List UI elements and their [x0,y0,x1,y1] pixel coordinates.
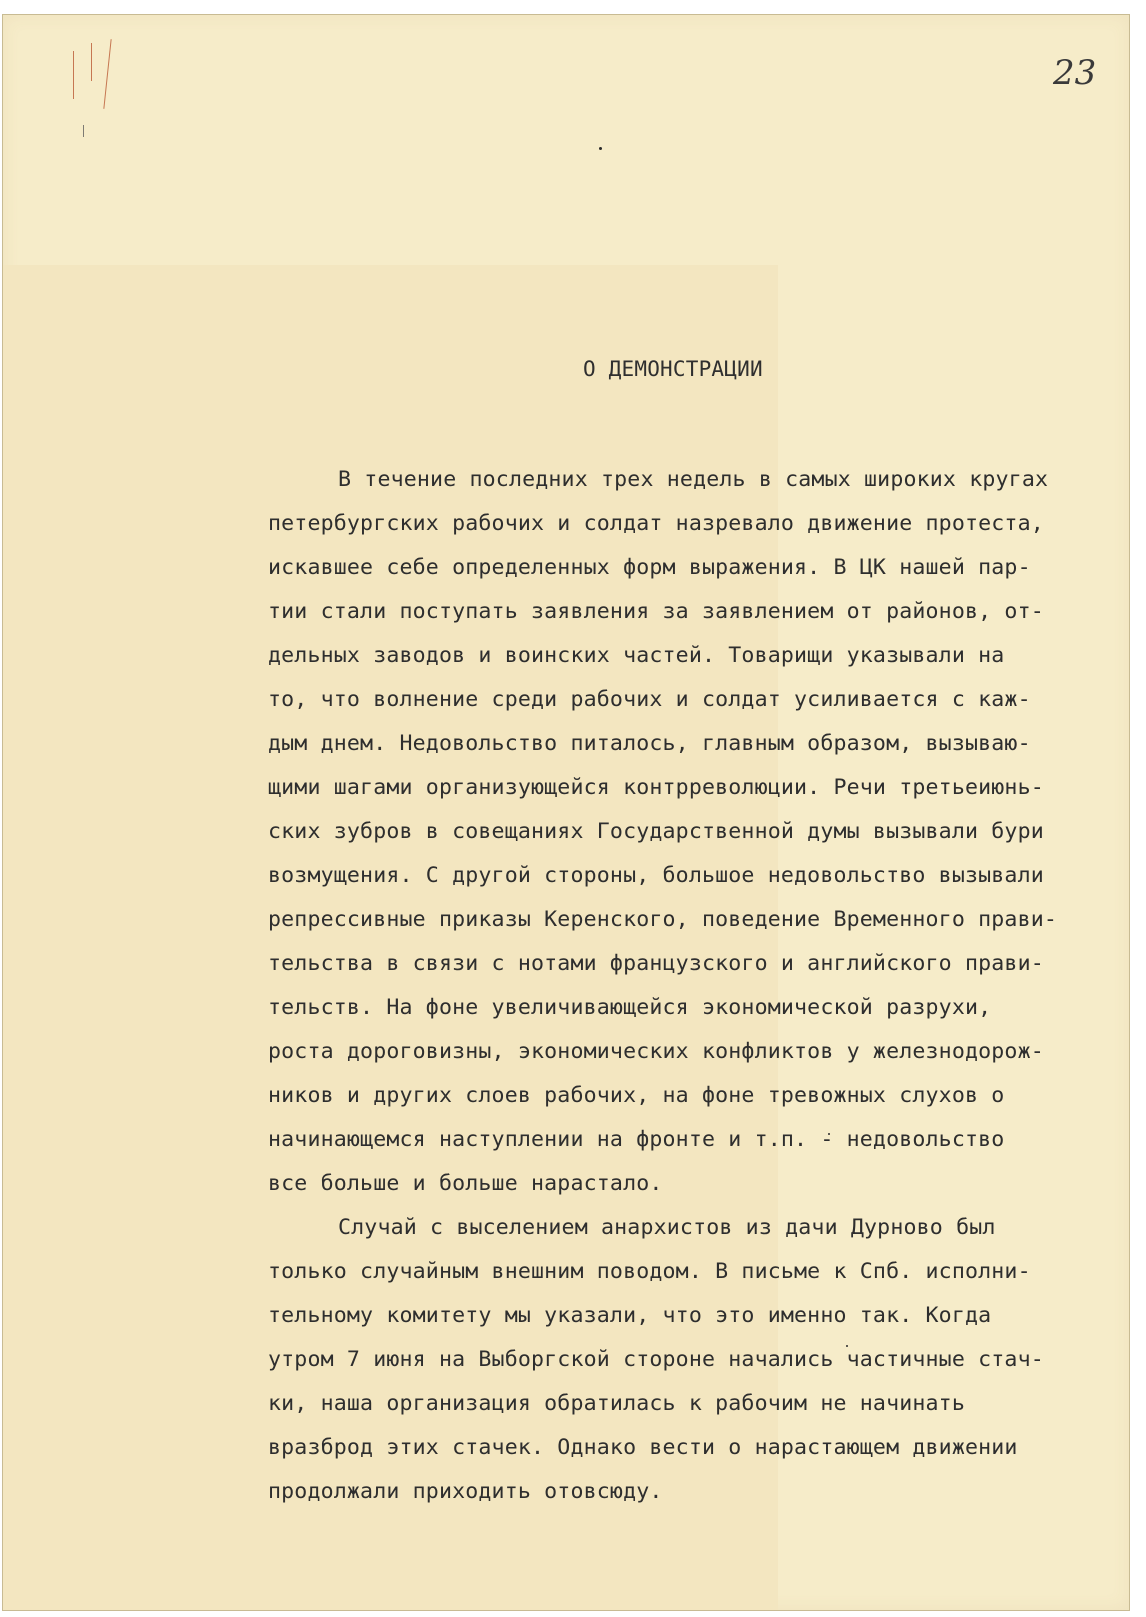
text-line: все больше и больше нарастало. [268,1171,663,1196]
text-line: щими шагами организующейся контрреволюции. Речи третьеиюнь- [268,775,1044,800]
text-line: петербургских рабочих и солдат назревало движение протеста, [268,511,1044,536]
text-line: ки, наша организация обратилась к рабочим не начинать [268,1391,965,1416]
text-line: Случай с выселением анархистов из дачи Дурново был [338,1215,996,1240]
document-title: О ДЕМОНСТРАЦИИ [583,357,763,381]
body-text [268,467,1128,1526]
binding-mark [103,39,111,109]
text-line: ских зубров в совещаниях Государственной думы вызывали бури [268,819,1044,844]
text-line: тии стали поступать заявления за заявлением от районов, от- [268,599,1044,624]
text-line: возмущения. С другой стороны, большое недовольство вызывали [268,863,1044,888]
text-line: продолжали приходить отовсюду. [268,1479,663,1504]
text-line: репрессивные приказы Керенского, поведение Временного прави- [268,907,1058,932]
page-number: 23 [1053,53,1097,93]
text-line: дельных заводов и воинских частей. Товарищи указывали на [268,643,1005,668]
binding-mark [91,43,92,81]
text-line: утром 7 июня на Выборгской стороне начались частичные стач- [268,1347,1044,1372]
text-line: искавшее себе определенных форм выражения. В ЦК нашей пар- [268,555,1031,580]
text-line: тельства в связи с нотами французского и английского прави- [268,951,1044,976]
binding-mark [73,51,74,99]
document-page [2,14,1130,1611]
text-line: тельному комитету мы указали, что это именно так. Когда [268,1303,992,1328]
text-line: то, что волнение среди рабочих и солдат усиливается с каж- [268,687,1031,712]
text-line: В течение последних трех недель в самых широких кругах [338,467,1049,492]
text-line: роста дороговизны, экономических конфликтов у железнодорож- [268,1039,1044,1064]
binding-mark [83,125,84,137]
text-line: только случайным внешним поводом. В письме к Спб. исполни- [268,1259,1031,1284]
ink-speck [599,147,602,150]
text-line: дым днем. Недовольство питалось, главным образом, вызываю- [268,731,1031,756]
text-line: вразброд этих стачек. Однако вести о нарастающем движении [268,1435,1018,1460]
text-line: ников и других слоев рабочих, на фоне тревожных слухов о [268,1083,1005,1108]
text-line: тельств. На фоне увеличивающейся экономической разрухи, [268,995,992,1020]
text-line: начинающемся наступлении на фронте и т.п. - недовольство [268,1127,1005,1152]
